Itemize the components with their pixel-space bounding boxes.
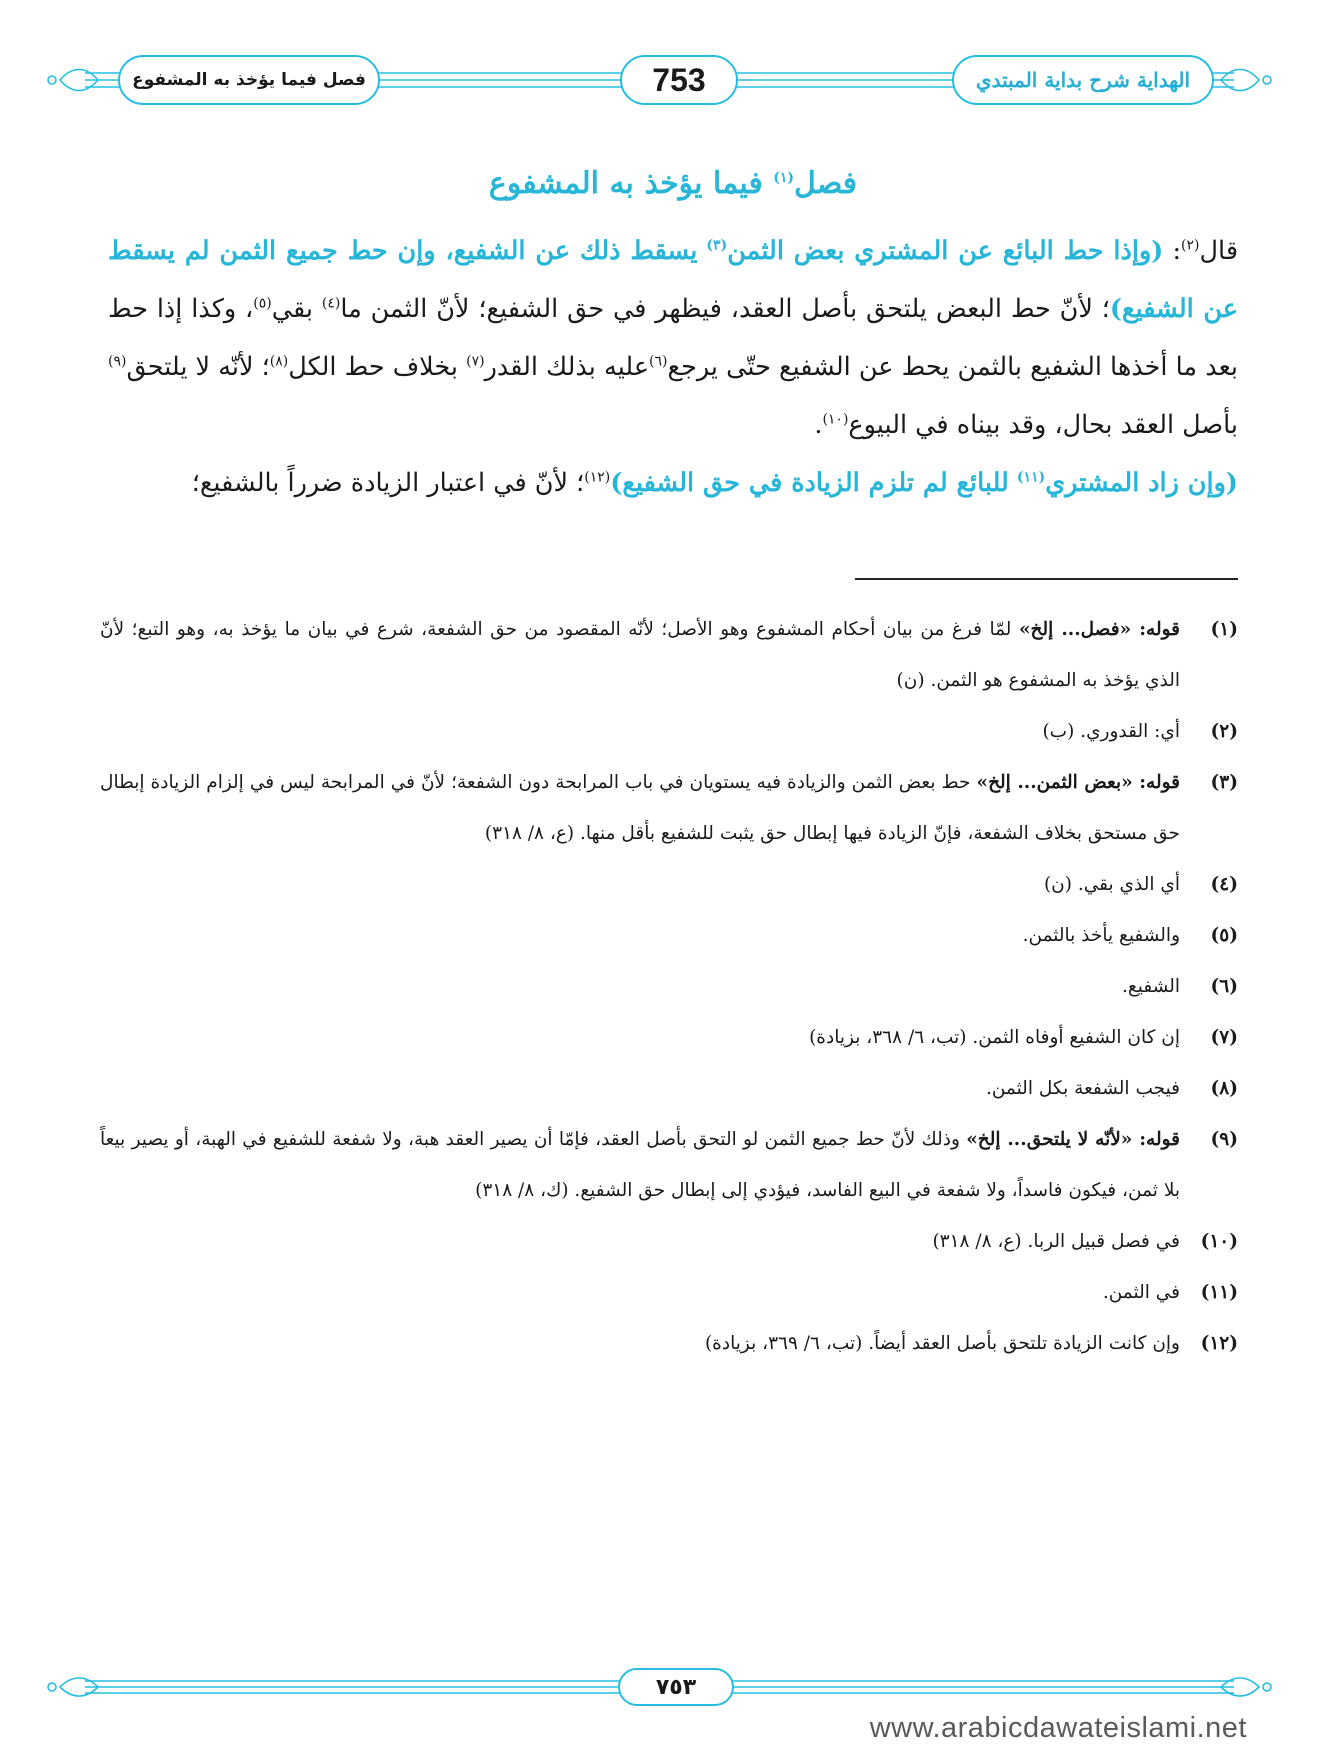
footnote-number: (٢) xyxy=(1210,721,1238,742)
footnote-text xyxy=(100,1063,1180,1114)
footnote-marker: (٥) xyxy=(253,295,272,312)
paragraph-1 xyxy=(108,222,1238,454)
paragraph-2 xyxy=(108,454,1238,512)
footnote-text xyxy=(100,1267,1180,1318)
footnote-text xyxy=(100,961,1180,1012)
footnote-number: (١٢) xyxy=(1200,1333,1238,1354)
footnote-marker: (٩) xyxy=(108,353,127,370)
footnote-lead: قوله: «لأنّه لا يلتحق... إلخ» xyxy=(966,1129,1180,1150)
sharh-text: عليه بذلك القدر xyxy=(484,352,650,382)
footnote-text xyxy=(100,1114,1180,1216)
footnote-body: الشفيع. xyxy=(1122,976,1180,997)
footnote-item xyxy=(100,757,1238,859)
footnote-item xyxy=(100,1318,1238,1369)
footnote-number: (٣) xyxy=(1210,772,1238,793)
footer-page-number: ٧٥٣ xyxy=(618,1668,734,1706)
section-title xyxy=(108,160,1238,208)
footnote-text xyxy=(100,859,1180,910)
footnote-body: وذلك لأنّ حط جميع الثمن لو التحق بأصل العقد، فإمّا أن يصير العقد هبة، ولا شفعة للشفيع في الهبة، أو يصير بيعاً بلا ثمن، فيكون فاسداً، ولا شفعة في البيع الفاسد، فيؤدي إلى إبطال حق الشفيع. (ك، ٨/ ٣١٨) xyxy=(100,1129,1180,1201)
footnote-body: وإن كانت الزيادة تلتحق بأصل العقد أيضاً. (تب، ٦/ ٣٦٩، بزيادة) xyxy=(704,1333,1180,1354)
footnote-marker: (١) xyxy=(773,170,795,186)
footnote-number: (٨) xyxy=(1210,1078,1238,1099)
footnote-body: إن كان الشفيع أوفاه الثمن. (تب، ٦/ ٣٦٨، بزيادة) xyxy=(809,1027,1180,1048)
header-chapter-label: فصل فيما يؤخذ به المشفوع xyxy=(118,55,380,105)
sharh-text: بخلاف حط الكل xyxy=(288,352,458,382)
footnote-body: في فصل قبيل الربا. (ع، ٨/ ٣١٨) xyxy=(932,1231,1180,1252)
sharh-text: ؛ لأنّ في اعتبار الزيادة ضرراً بالشفيع؛ xyxy=(191,468,585,498)
footnote-item xyxy=(100,1063,1238,1114)
sharh-text: بأصل العقد بحال، وقد بيناه في البيوع xyxy=(848,410,1238,440)
qala-word: قال xyxy=(1199,236,1239,266)
website-link[interactable]: www.arabicdawateislami.net xyxy=(869,1712,1247,1744)
footnote-item xyxy=(100,1267,1238,1318)
footnote-body: فيجب الشفعة بكل الثمن. xyxy=(985,1078,1180,1099)
footnote-number: (١٠) xyxy=(1200,1231,1238,1252)
footnote-text xyxy=(100,1318,1180,1369)
matn-text: (وإن زاد المشتري xyxy=(1045,468,1238,498)
footnote-item xyxy=(100,910,1238,961)
sharh-text: ، وكذا إذا حط بعد ما أخذها الشفيع بالثمن يحط عن الشفيع حتّى يرجع xyxy=(108,294,1238,382)
footnote-body: أي: القدوري. (ب) xyxy=(1042,721,1180,742)
footnotes xyxy=(100,604,1238,1369)
sharh-text: . xyxy=(814,410,823,440)
section-title-rest: فيما يؤخذ به المشفوع xyxy=(488,166,763,201)
matn-text: للبائع لم تلزم الزيادة في حق الشفيع) xyxy=(610,468,1009,498)
footnote-item xyxy=(100,706,1238,757)
footnote-number: (٧) xyxy=(1210,1027,1238,1048)
footnote-marker: (١٠) xyxy=(822,411,849,428)
footnote-item xyxy=(100,961,1238,1012)
sharh-text: ؛ لأنّ حط البعض يلتحق بأصل العقد، فيظهر في حق الشفيع؛ لأنّ الثمن ما xyxy=(340,294,1110,324)
footnote-marker: (٦) xyxy=(649,353,668,370)
footnote-item xyxy=(100,1216,1238,1267)
footnote-separator xyxy=(855,578,1238,580)
footnote-body: في الثمن. xyxy=(1102,1282,1180,1303)
footnote-item xyxy=(100,859,1238,910)
header-book-title: الهداية شرح بداية المبتدي xyxy=(952,55,1214,105)
footnote-body: حط بعض الثمن والزيادة فيه يستويان في باب المرابحة دون الشفعة؛ لأنّ في المرابحة ليس في إلزام الزيادة إبطال حق مستحق بخلاف الشفعة، فإنّ الزيادة فيها إبطال حق يثبت للشفيع بأقل منها. (ع، ٨/ ٣١٨) xyxy=(100,772,1180,844)
footnote-marker: (٨) xyxy=(269,353,289,370)
footnote-number: (٤) xyxy=(1210,874,1238,895)
footnote-body: والشفيع يأخذ بالثمن. xyxy=(1022,925,1180,946)
footnote-item xyxy=(100,604,1238,706)
matn-text: يسقط ذلك عن الشفيع، وإن حط جميع الثمن لم يسقط عن الشفيع) xyxy=(108,236,1239,324)
footnote-item xyxy=(100,1012,1238,1063)
footnote-text xyxy=(100,604,1180,706)
sharh-text: ؛ لأنّه لا يلتحق xyxy=(126,352,270,382)
matn-text: (وإذا حط البائع عن المشتري بعض الثمن xyxy=(727,236,1164,266)
colon: : xyxy=(1172,236,1182,266)
sharh-text: بقي xyxy=(271,294,313,324)
footnote-text xyxy=(100,1216,1180,1267)
footnote-marker: (٤) xyxy=(321,295,341,312)
footnote-lead: قوله: «فصل... إلخ» xyxy=(1018,619,1181,640)
footnote-marker: (١١) xyxy=(1016,469,1046,486)
footnote-number: (١) xyxy=(1210,619,1238,640)
header-page-number: 753 xyxy=(620,55,738,105)
footnote-text xyxy=(100,757,1180,859)
footnote-text xyxy=(100,706,1180,757)
footnote-marker: (١٢) xyxy=(584,469,611,486)
footnote-marker: (٢) xyxy=(1181,237,1200,254)
footnote-marker: (٧) xyxy=(466,353,485,370)
footnote-lead: قوله: «بعض الثمن... إلخ» xyxy=(976,772,1180,793)
footnote-number: (٦) xyxy=(1210,976,1238,997)
footnote-text xyxy=(100,1012,1180,1063)
page-header xyxy=(0,40,1319,120)
page-footer xyxy=(0,1662,1319,1712)
main-text xyxy=(108,160,1238,512)
footnote-number: (١١) xyxy=(1200,1282,1238,1303)
section-title-word: فصل xyxy=(794,166,858,201)
footnote-body: لمّا فرغ من بيان أحكام المشفوع وهو الأصل؛ لأنّه المقصود من حق الشفعة، شرع في بيان ما يؤخذ به، وهو التبع؛ لأنّ الذي يؤخذ به المشفوع هو الثمن. (ن) xyxy=(100,619,1180,691)
footnote-marker: (٣) xyxy=(706,237,728,254)
footnote-body: أي الذي بقي. (ن) xyxy=(1043,874,1180,895)
footnote-number: (٥) xyxy=(1210,925,1238,946)
footnote-item xyxy=(100,1114,1238,1216)
footnote-text xyxy=(100,910,1180,961)
footnote-number: (٩) xyxy=(1210,1129,1238,1150)
